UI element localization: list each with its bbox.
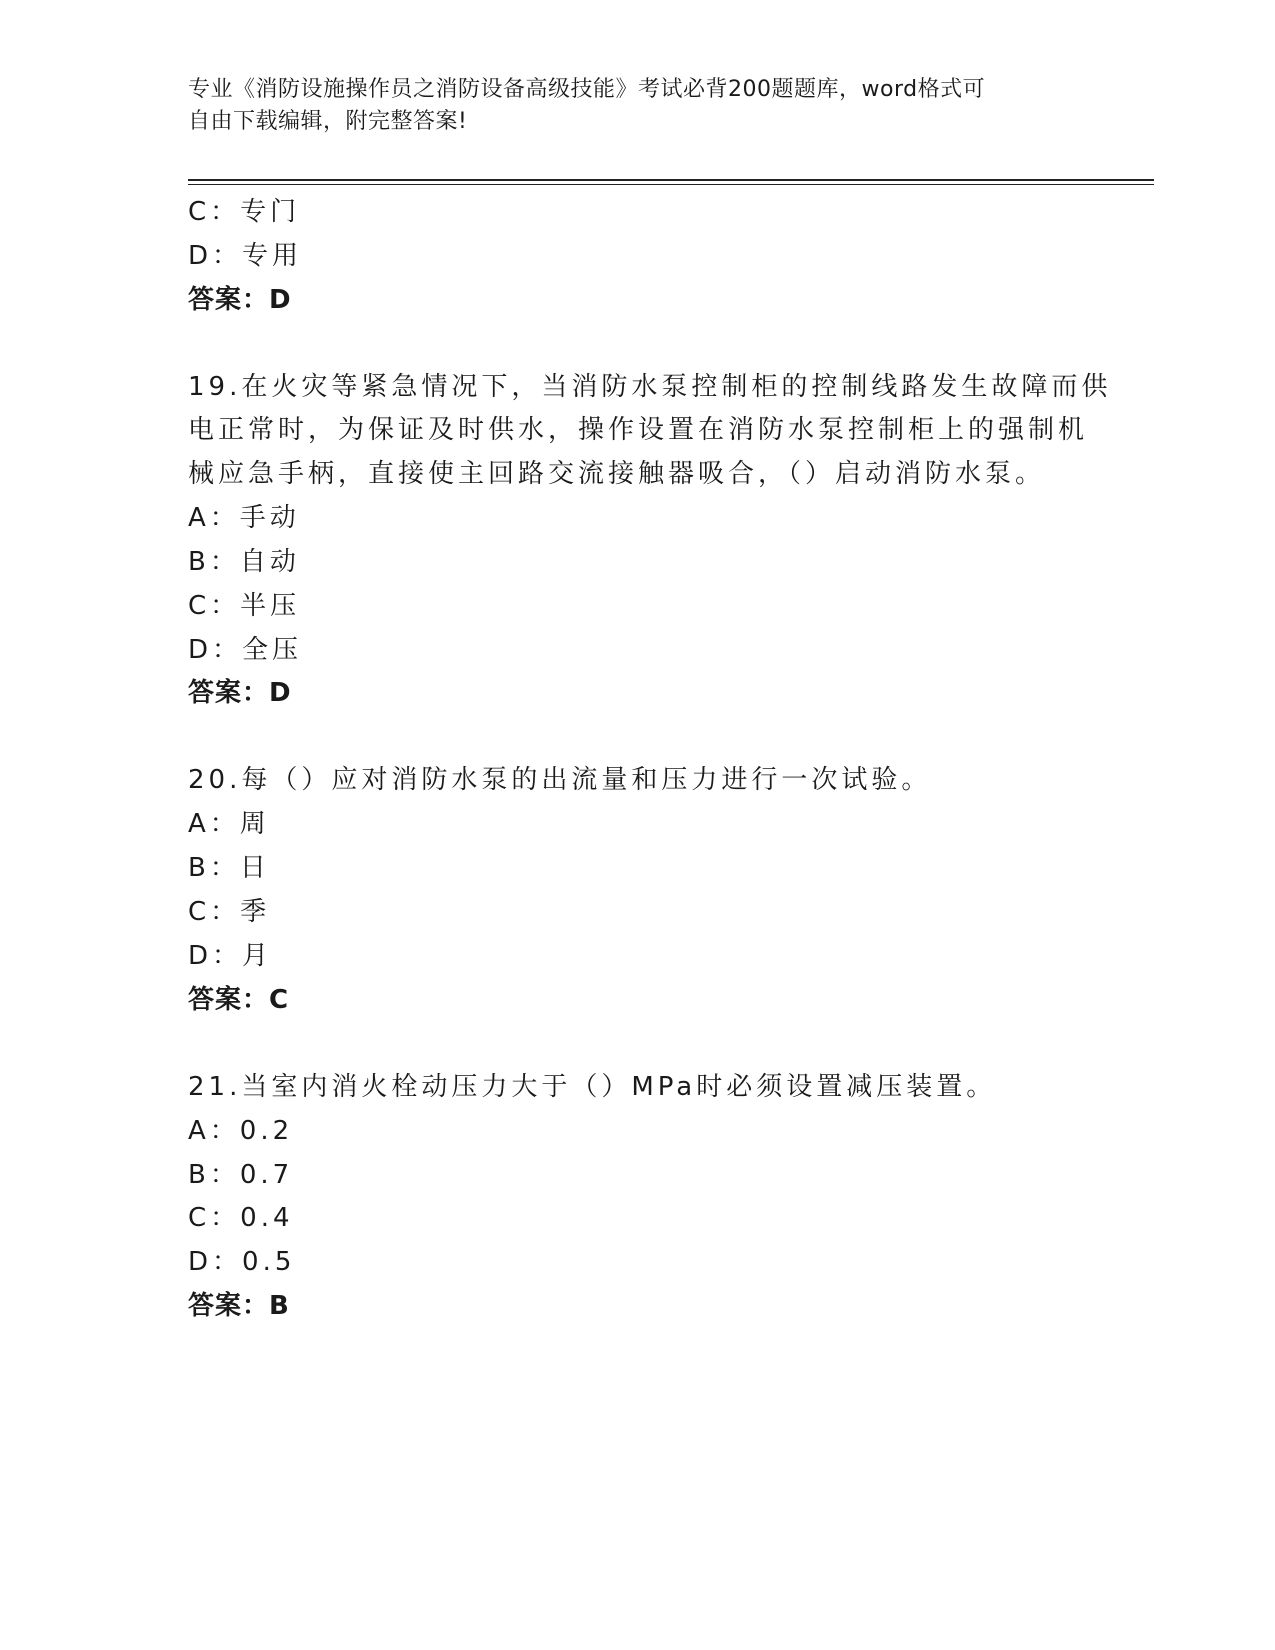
q21-option-c: C：0.4 (188, 1203, 294, 1233)
q19-answer: 答案：D (188, 678, 292, 708)
q19-option-c: C：半压 (188, 591, 301, 621)
q18-option-d: D：专用 (188, 241, 303, 271)
header-line-1: 专业《消防设施操作员之消防设备高级技能》考试必背200题题库，word格式可 (188, 77, 986, 102)
q20-text: 20.每（）应对消防水泵的出流量和压力进行一次试验。 (188, 765, 932, 795)
q19-text-line-3: 械应急手柄，直接使主回路交流接触器吸合，（）启动消防水泵。 (188, 459, 1046, 489)
q18-option-c: C：专门 (188, 197, 301, 227)
q20-answer: 答案：C (188, 985, 290, 1015)
header-divider-thick (188, 179, 1154, 181)
q20-option-a: A：周 (188, 809, 270, 839)
q19-option-a: A：手动 (188, 503, 300, 533)
q19-option-b: B：自动 (188, 547, 300, 577)
document-header (188, 74, 1088, 138)
q19-text-line-1: 19.在火灾等紧急情况下，当消防水泵控制柜的控制线路发生故障而供 (188, 372, 1112, 402)
q18-answer: 答案：D (188, 285, 292, 315)
q20-option-c: C：季 (188, 897, 271, 927)
q19-option-d: D：全压 (188, 635, 303, 665)
q20-option-d: D：月 (188, 941, 273, 971)
header-line-2: 自由下载编辑，附完整答案! (188, 109, 468, 134)
q21-option-a: A：0.2 (188, 1116, 294, 1146)
q21-text: 21.当室内消火栓动压力大于（）MPa时必须设置减压装置。 (188, 1072, 997, 1102)
q20-option-b: B：日 (188, 853, 270, 883)
q21-answer: 答案：B (188, 1291, 290, 1321)
q21-option-d: D：0.5 (188, 1247, 296, 1277)
q19-text-line-2: 电正常时，为保证及时供水，操作设置在消防水泵控制柜上的强制机 (188, 415, 1089, 445)
header-divider-thin (188, 184, 1154, 185)
q21-option-b: B：0.7 (188, 1160, 294, 1190)
